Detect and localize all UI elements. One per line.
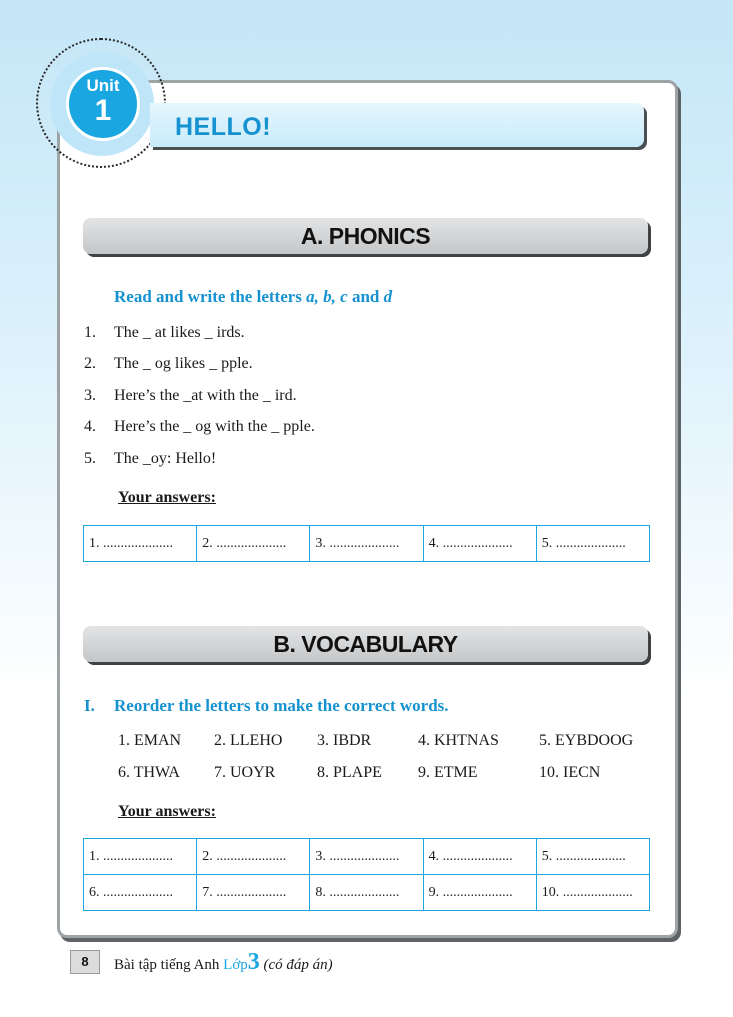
part-number: I.	[84, 696, 95, 715]
letter-c: c	[340, 287, 348, 306]
letter-b: b,	[323, 287, 336, 306]
answer-field-10[interactable]: 10. ....................	[536, 875, 649, 911]
item-text: Here’s the _ og with the _ pple.	[114, 418, 315, 435]
unit-badge	[66, 67, 140, 141]
answer-field-6[interactable]: 6. ....................	[84, 875, 197, 911]
section-b-instruction: Reorder the letters to make the correct words.	[114, 696, 449, 715]
answer-field-4[interactable]: 4. ....................	[423, 839, 536, 875]
scrambled-word: 3. IBDR	[317, 732, 372, 749]
scrambled-word: 8. PLAPE	[317, 764, 382, 781]
letter-a: a,	[306, 287, 319, 306]
answer-field-5[interactable]: 5. ....................	[536, 839, 649, 875]
section-a-answers-label: Your answers:	[118, 489, 216, 506]
grade-label: Lớp	[223, 957, 248, 973]
section-a-heading: A. PHONICS	[83, 218, 648, 254]
scrambled-word: 4. KHTNAS	[418, 732, 499, 749]
answer-field-3[interactable]: 3. ....................	[310, 526, 423, 562]
answer-field-1[interactable]: 1. ....................	[84, 526, 197, 562]
unit-title: HELLO!	[175, 113, 272, 141]
item-text: Here’s the _at with the _ ird.	[114, 387, 297, 404]
answer-field-2[interactable]: 2. ....................	[197, 839, 310, 875]
answer-field-9[interactable]: 9. ....................	[423, 875, 536, 911]
grade-number: 3	[247, 949, 260, 975]
answer-field-5[interactable]: 5. ....................	[536, 526, 649, 562]
footer-title	[114, 949, 333, 976]
item-number: 5.	[84, 450, 96, 467]
item-number: 3.	[84, 387, 96, 404]
section-b-heading: B. VOCABULARY	[83, 626, 648, 662]
answer-field-8[interactable]: 8. ....................	[310, 875, 423, 911]
scrambled-word: 6. THWA	[118, 764, 180, 781]
item-number: 1.	[84, 324, 96, 341]
instruction-and: and	[351, 287, 380, 306]
unit-label: Unit	[86, 76, 120, 95]
section-a-instruction	[114, 287, 392, 307]
section-b-answers-label: Your answers:	[118, 803, 216, 820]
letter-d: d	[383, 287, 393, 306]
item-text: The _oy: Hello!	[114, 450, 217, 467]
section-a-answer-table	[83, 525, 650, 562]
section-b-answer-table	[83, 838, 650, 911]
scrambled-word: 9. ETME	[418, 764, 478, 781]
book-title: Bài tập tiếng Anh	[114, 957, 220, 973]
item-text: The _ og likes _ pple.	[114, 355, 253, 372]
instruction-text: Read and write the letters	[114, 287, 302, 306]
item-text: The _ at likes _ irds.	[114, 324, 245, 341]
answer-field-2[interactable]: 2. ....................	[197, 526, 310, 562]
answer-field-7[interactable]: 7. ....................	[197, 875, 310, 911]
scrambled-word: 7. UOYR	[214, 764, 276, 781]
answer-field-3[interactable]: 3. ....................	[310, 839, 423, 875]
item-number: 4.	[84, 418, 96, 435]
answer-key-note: (có đáp án)	[263, 957, 333, 973]
scrambled-word: 10. IECN	[539, 764, 601, 781]
scrambled-word: 5. EYBDOOG	[539, 732, 634, 749]
answer-field-1[interactable]: 1. ....................	[84, 839, 197, 875]
scrambled-word: 2. LLEHO	[214, 732, 283, 749]
item-number: 2.	[84, 355, 96, 372]
page-number: 8	[70, 950, 100, 974]
unit-number: 1	[94, 94, 112, 127]
answer-field-4[interactable]: 4. ....................	[423, 526, 536, 562]
scrambled-word: 1. EMAN	[118, 732, 182, 749]
